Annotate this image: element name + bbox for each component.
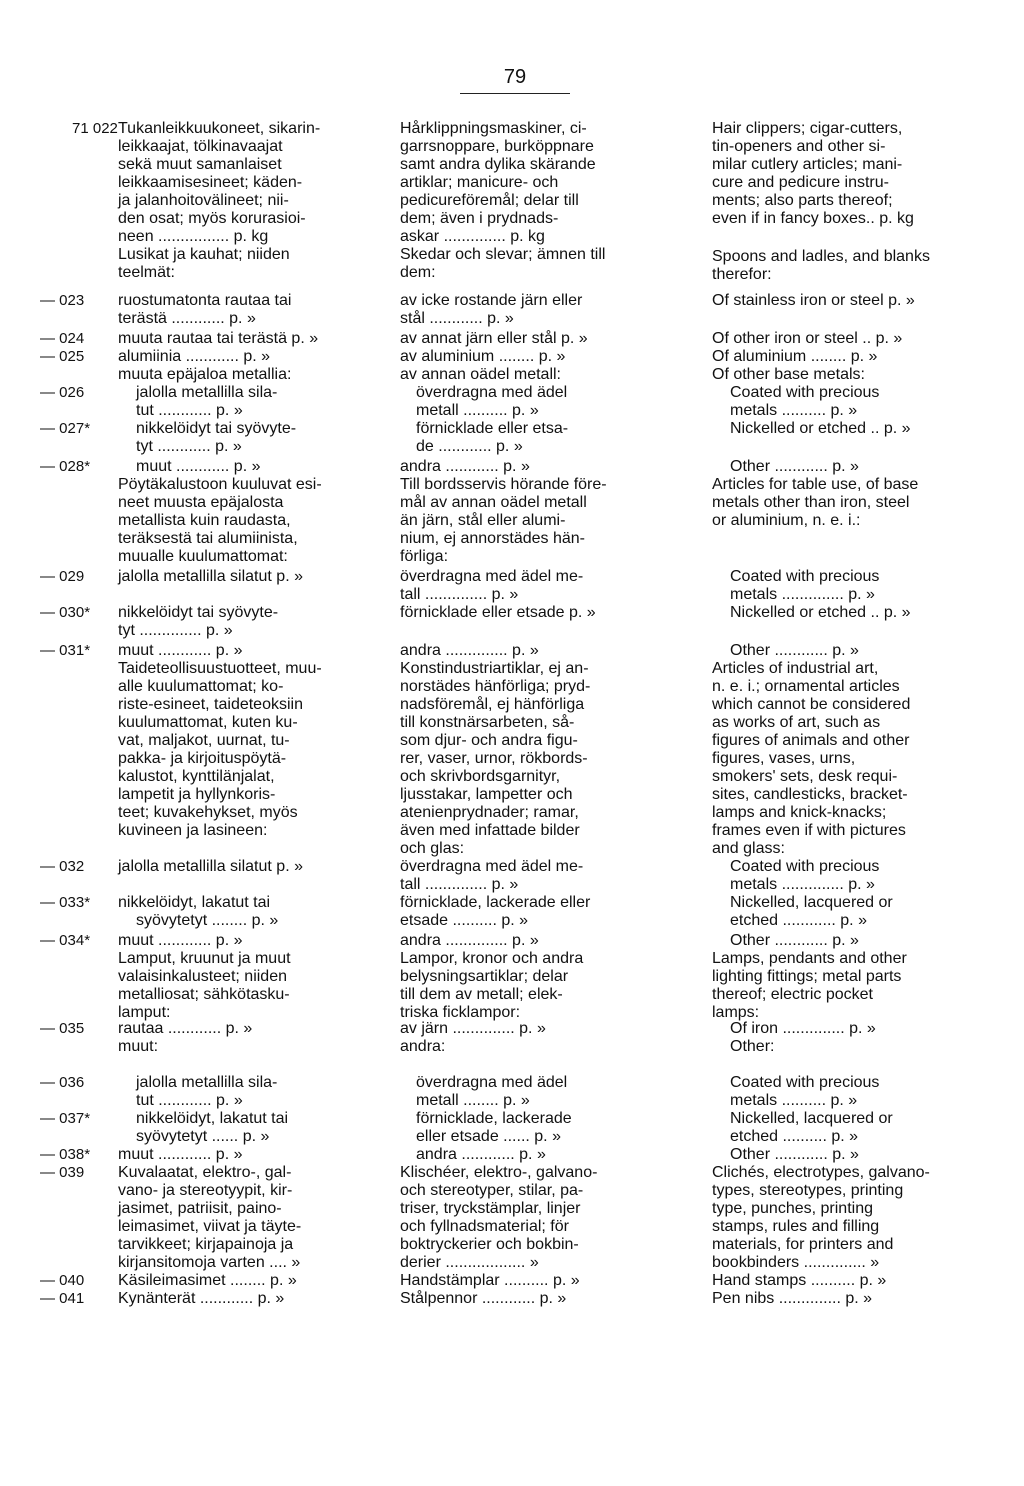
- finnish-line: jalolla metallilla silatut p. »: [118, 858, 303, 875]
- finnish-line: alle kuulumattomat; ko-: [118, 678, 284, 695]
- english-line: Hand stamps .......... p. »: [712, 1272, 887, 1289]
- tariff-code: — 036: [40, 1074, 85, 1091]
- swedish-line: av annat järn eller stål p. »: [400, 330, 588, 347]
- english-line: Clichés, electrotypes, galvano-: [712, 1164, 930, 1181]
- tariff-code: — 028*: [40, 458, 91, 475]
- finnish-line: kuulumattomat, kuten ku-: [118, 714, 298, 731]
- english-line: Lamps, pendants and other: [712, 950, 907, 967]
- swedish-line: även med infattade bilder: [400, 822, 580, 839]
- tariff-code: 71 022: [72, 120, 118, 137]
- swedish-line: etsade .......... p. »: [400, 912, 529, 929]
- swedish-line: dem:: [400, 264, 436, 281]
- tariff-code: — 029: [40, 568, 85, 585]
- swedish-line: överdragna med ädel: [416, 1074, 568, 1091]
- page-number-rule: [460, 93, 570, 94]
- swedish-line: atenienprydnader; ramar,: [400, 804, 579, 821]
- english-line: Of iron .............. p. »: [730, 1020, 876, 1037]
- swedish-line: till konstnärsarbeten, så-: [400, 714, 575, 731]
- swedish-line: förnicklade eller etsade p. »: [400, 604, 596, 621]
- finnish-line: jalolla metallilla silatut p. »: [118, 568, 303, 585]
- english-line: lamps:: [712, 1004, 760, 1021]
- english-line: bookbinders .............. »: [712, 1254, 880, 1271]
- english-line: even if in fancy boxes.. p. kg: [712, 210, 914, 227]
- swedish-line: mål av annan oädel metall: [400, 494, 587, 511]
- english-line: Spoons and ladles, and blanks: [712, 248, 930, 265]
- tariff-code: — 024: [40, 330, 85, 347]
- swedish-line: överdragna med ädel: [416, 384, 568, 401]
- finnish-line: terästä ............ p. »: [118, 310, 256, 327]
- tariff-code: — 025: [40, 348, 85, 365]
- swedish-line: nadsföremål, ej hänförliga: [400, 696, 585, 713]
- english-line: Hair clippers; cigar-cutters,: [712, 120, 903, 137]
- swedish-line: eller etsade ...... p. »: [416, 1128, 561, 1145]
- finnish-line: Kuvalaatat, elektro-, gal-: [118, 1164, 292, 1181]
- english-line: ments; also parts thereof;: [712, 192, 893, 209]
- swedish-line: av järn .............. p. »: [400, 1020, 546, 1037]
- english-line: Of other iron or steel .. p. »: [712, 330, 903, 347]
- finnish-line: tarvikkeet; kirjapainoja ja: [118, 1236, 294, 1253]
- swedish-line: och fyllnadsmaterial; för: [400, 1218, 569, 1235]
- tariff-code: — 037*: [40, 1110, 91, 1127]
- swedish-line: derier .................. »: [400, 1254, 539, 1271]
- finnish-line: nikkelöidyt tai syövyte-: [136, 420, 297, 437]
- swedish-line: av annan oädel metall:: [400, 366, 561, 383]
- page-number: 79: [503, 66, 527, 88]
- finnish-line: nikkelöidyt, lakatut tai: [136, 1110, 289, 1127]
- english-line: metals .............. p. »: [730, 876, 875, 893]
- finnish-line: syövytetyt ...... p. »: [136, 1128, 270, 1145]
- english-line: n. e. i.; ornamental articles: [712, 678, 900, 695]
- english-line: Nickelled or etched .. p. »: [730, 604, 911, 621]
- swedish-line: överdragna med ädel me-: [400, 858, 584, 875]
- tariff-code: — 035: [40, 1020, 85, 1037]
- english-line: figures of animals and other: [712, 732, 910, 749]
- swedish-line: Handstämplar .......... p. »: [400, 1272, 580, 1289]
- english-line: therefor:: [712, 266, 772, 283]
- finnish-line: muut:: [118, 1038, 159, 1055]
- swedish-line: de ............ p. »: [416, 438, 523, 455]
- finnish-line: vano- ja stereotyypit, kir-: [118, 1182, 293, 1199]
- swedish-line: och glas:: [400, 840, 465, 857]
- tariff-code: — 041: [40, 1290, 85, 1307]
- finnish-line: tut ............ p. »: [136, 1092, 243, 1109]
- english-line: cure and pedicure instru-: [712, 174, 889, 191]
- finnish-line: sekä muut samanlaiset: [118, 156, 282, 173]
- english-line: thereof; electric pocket: [712, 986, 873, 1003]
- finnish-line: Tukanleikkuukoneet, sikarin-: [118, 120, 321, 137]
- finnish-line: muut ............ p. »: [118, 642, 243, 659]
- swedish-line: tall .............. p. »: [400, 876, 519, 893]
- finnish-line: tyt ............ p. »: [136, 438, 242, 455]
- english-line: Pen nibs .............. p. »: [712, 1290, 873, 1307]
- swedish-line: rer, vaser, urnor, rökbords-: [400, 750, 588, 767]
- english-line: Coated with precious: [730, 384, 880, 401]
- english-line: Nickelled, lacquered or: [730, 1110, 893, 1127]
- finnish-line: Lamput, kruunut ja muut: [118, 950, 291, 967]
- tariff-code: — 034*: [40, 932, 91, 949]
- swedish-line: Skedar och slevar; ämnen till: [400, 246, 606, 263]
- finnish-line: metalliosat; sähkötasku-: [118, 986, 290, 1003]
- swedish-line: ljusstakar, lampetter och: [400, 786, 573, 803]
- finnish-line: ja jalanhoitovälineet; nii-: [118, 192, 289, 209]
- swedish-line: Lampor, kronor och andra: [400, 950, 584, 967]
- english-line: etched ............ p. »: [730, 912, 867, 929]
- finnish-line: lampetit ja hyllynkoris-: [118, 786, 276, 803]
- swedish-line: pedicureföremål; delar till: [400, 192, 579, 209]
- english-line: materials, for printers and: [712, 1236, 894, 1253]
- finnish-line: neen ................ p. kg: [118, 228, 269, 245]
- swedish-line: andra ............ p. »: [400, 458, 530, 475]
- swedish-line: Hårklippningsmaskiner, ci-: [400, 120, 587, 137]
- swedish-line: andra:: [400, 1038, 446, 1055]
- swedish-line: förnicklade, lackerade: [416, 1110, 572, 1127]
- finnish-line: syövytetyt ........ p. »: [136, 912, 279, 929]
- swedish-line: norstädes hänförliga; pryd-: [400, 678, 591, 695]
- finnish-line: jasimet, patriisit, paino-: [118, 1200, 282, 1217]
- finnish-line: leikkaajat, tölkinavaajat: [118, 138, 283, 155]
- swedish-line: av aluminium ........ p. »: [400, 348, 566, 365]
- finnish-line: teelmät:: [118, 264, 175, 281]
- finnish-line: leikkaamisesineet; käden-: [118, 174, 303, 191]
- tariff-code: — 030*: [40, 604, 91, 621]
- tariff-code: — 032: [40, 858, 85, 875]
- english-line: metals other than iron, steel: [712, 494, 910, 511]
- swedish-line: än järn, stål eller alumi-: [400, 512, 566, 529]
- tariff-code: — 033*: [40, 894, 91, 911]
- finnish-line: nikkelöidyt tai syövyte-: [118, 604, 279, 621]
- swedish-line: triser, tryckstämplar, linjer: [400, 1200, 581, 1217]
- finnish-line: kuvineen ja lasineen:: [118, 822, 268, 839]
- english-line: Other ............ p. »: [730, 642, 859, 659]
- finnish-line: jalolla metallilla sila-: [136, 384, 278, 401]
- english-line: sites, candlesticks, bracket-: [712, 786, 908, 803]
- english-line: Of other base metals:: [712, 366, 865, 383]
- english-line: type, punches, printing: [712, 1200, 873, 1217]
- english-line: Coated with precious: [730, 858, 880, 875]
- finnish-line: muut ............ p. »: [118, 932, 243, 949]
- english-line: Articles for table use, of base: [712, 476, 919, 493]
- finnish-line: Pöytäkalustoon kuuluvat esi-: [118, 476, 322, 493]
- english-line: or aluminium, n. e. i.:: [712, 512, 861, 529]
- english-line: and glass:: [712, 840, 785, 857]
- swedish-line: boktryckerier och bokbin-: [400, 1236, 579, 1253]
- swedish-line: samt andra dylika skärande: [400, 156, 596, 173]
- swedish-line: garrsnoppare, burköppnare: [400, 138, 594, 155]
- finnish-line: tyt .............. p. »: [118, 622, 233, 639]
- tariff-code: — 027*: [40, 420, 91, 437]
- tariff-code: — 038*: [40, 1146, 91, 1163]
- swedish-line: till dem av metall; elek-: [400, 986, 563, 1003]
- english-line: Other ............ p. »: [730, 1146, 859, 1163]
- finnish-line: Lusikat ja kauhat; niiden: [118, 246, 290, 263]
- finnish-line: kirjansitomoja varten .... »: [118, 1254, 301, 1271]
- finnish-line: Käsileimasimet ........ p. »: [118, 1272, 297, 1289]
- finnish-line: ruostumatonta rautaa tai: [118, 292, 292, 309]
- english-line: Other ............ p. »: [730, 458, 859, 475]
- swedish-line: andra .............. p. »: [400, 932, 539, 949]
- swedish-line: Konstindustriartiklar, ej an-: [400, 660, 589, 677]
- finnish-line: kalustot, kynttilänjalat,: [118, 768, 275, 785]
- english-line: smokers' sets, desk requi-: [712, 768, 898, 785]
- finnish-line: muut ............ p. »: [118, 1146, 243, 1163]
- tariff-code: — 023: [40, 292, 85, 309]
- english-line: Articles of industrial art,: [712, 660, 879, 677]
- swedish-line: andra ............ p. »: [416, 1146, 546, 1163]
- finnish-line: muualle kuulumattomat:: [118, 548, 288, 565]
- swedish-line: artiklar; manicure- och: [400, 174, 559, 191]
- finnish-line: lamput:: [118, 1004, 171, 1021]
- finnish-line: muut ............ p. »: [136, 458, 261, 475]
- finnish-line: neet muusta epäjalosta: [118, 494, 284, 511]
- finnish-line: alumiinia ............ p. »: [118, 348, 271, 365]
- tariff-code: — 031*: [40, 642, 91, 659]
- english-line: metals .......... p. »: [730, 1092, 858, 1109]
- swedish-line: andra .............. p. »: [400, 642, 539, 659]
- swedish-line: metall ........ p. »: [416, 1092, 530, 1109]
- english-line: which cannot be considered: [712, 696, 911, 713]
- swedish-line: triska ficklampor:: [400, 1004, 521, 1021]
- finnish-line: Kynänterät ............ p. »: [118, 1290, 285, 1307]
- english-line: lighting fittings; metal parts: [712, 968, 902, 985]
- finnish-line: tut ............ p. »: [136, 402, 243, 419]
- english-line: Coated with precious: [730, 568, 880, 585]
- english-line: Coated with precious: [730, 1074, 880, 1091]
- swedish-line: och stereotyper, stilar, pa-: [400, 1182, 584, 1199]
- swedish-line: överdragna med ädel me-: [400, 568, 584, 585]
- finnish-line: den osat; myös korurasioi-: [118, 210, 306, 227]
- finnish-line: rautaa ............ p. »: [118, 1020, 253, 1037]
- finnish-line: pakka- ja kirjoituspöytä-: [118, 750, 287, 767]
- english-line: metals .......... p. »: [730, 402, 858, 419]
- english-line: Other:: [730, 1038, 775, 1055]
- english-line: Of stainless iron or steel p. »: [712, 292, 915, 309]
- english-line: Other ............ p. »: [730, 932, 859, 949]
- swedish-line: metall .......... p. »: [416, 402, 539, 419]
- swedish-line: som djur- och andra figu-: [400, 732, 578, 749]
- finnish-line: nikkelöidyt, lakatut tai: [118, 894, 271, 911]
- tariff-code: — 040: [40, 1272, 85, 1289]
- finnish-line: vat, maljakot, uurnat, tu-: [118, 732, 290, 749]
- english-line: Nickelled or etched .. p. »: [730, 420, 911, 437]
- english-line: figures, vases, urns,: [712, 750, 856, 767]
- swedish-line: förnicklade, lackerade eller: [400, 894, 591, 911]
- swedish-line: askar .............. p. kg: [400, 228, 545, 245]
- swedish-line: nium, ej annorstädes hän-: [400, 530, 585, 547]
- finnish-line: muuta rautaa tai terästä p. »: [118, 330, 319, 347]
- english-line: lamps and knick-knacks;: [712, 804, 887, 821]
- swedish-line: tall .............. p. »: [400, 586, 519, 603]
- swedish-line: förliga:: [400, 548, 449, 565]
- swedish-line: Stålpennor ............ p. »: [400, 1290, 567, 1307]
- finnish-line: jalolla metallilla sila-: [136, 1074, 278, 1091]
- tariff-code: — 039: [40, 1164, 85, 1181]
- swedish-line: Klischéer, elektro-, galvano-: [400, 1164, 598, 1181]
- finnish-line: teräksestä tai alumiinista,: [118, 530, 298, 547]
- finnish-line: muuta epäjaloa metallia:: [118, 366, 292, 383]
- finnish-line: leimasimet, viivat ja täyte-: [118, 1218, 302, 1235]
- finnish-line: Taideteollisuustuotteet, muu-: [118, 660, 322, 677]
- finnish-line: valaisinkalusteet; niiden: [118, 968, 287, 985]
- english-line: tin-openers and other si-: [712, 138, 886, 155]
- swedish-line: belysningsartiklar; delar: [400, 968, 569, 985]
- english-line: Nickelled, lacquered or: [730, 894, 893, 911]
- english-line: metals .............. p. »: [730, 586, 875, 603]
- english-line: as works of art, such as: [712, 714, 881, 731]
- finnish-line: riste-esineet, taideteoksiin: [118, 696, 303, 713]
- english-line: Of aluminium ........ p. »: [712, 348, 878, 365]
- swedish-line: förnicklade eller etsa-: [416, 420, 569, 437]
- swedish-line: och skrivbordsgarnityr,: [400, 768, 561, 785]
- english-line: frames even if with pictures: [712, 822, 906, 839]
- english-line: etched .......... p. »: [730, 1128, 859, 1145]
- english-line: types, stereotypes, printing: [712, 1182, 904, 1199]
- english-line: stamps, rules and filling: [712, 1218, 880, 1235]
- finnish-line: metallista kuin raudasta,: [118, 512, 291, 529]
- tariff-code: — 026: [40, 384, 85, 401]
- swedish-line: Till bordsservis hörande före-: [400, 476, 607, 493]
- finnish-line: teet; kuvakehykset, myös: [118, 804, 298, 821]
- english-line: milar cutlery articles; mani-: [712, 156, 903, 173]
- swedish-line: av icke rostande järn eller: [400, 292, 583, 309]
- swedish-line: stål ............ p. »: [400, 310, 514, 327]
- swedish-line: dem; även i prydnads-: [400, 210, 559, 227]
